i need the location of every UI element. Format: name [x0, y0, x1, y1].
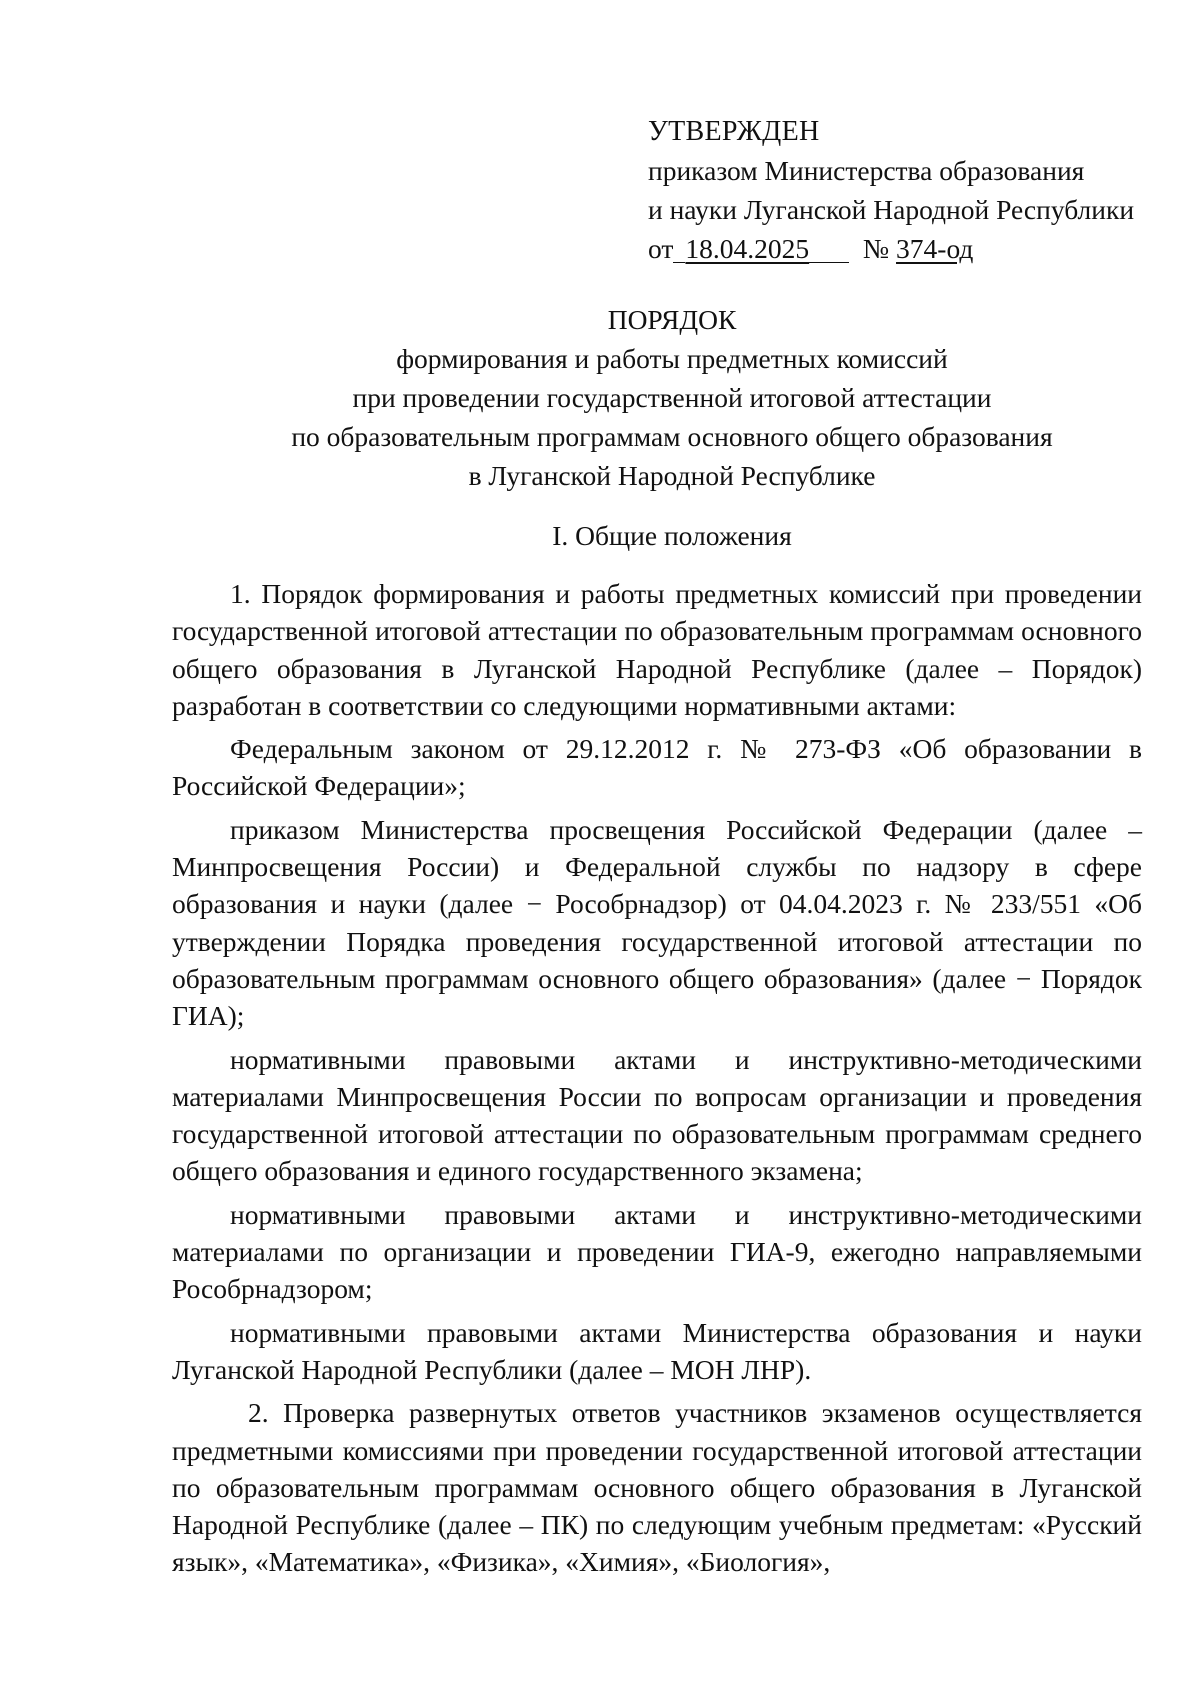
document-body [172, 575, 1142, 1587]
number-prefix: № [862, 233, 890, 264]
document-title [172, 300, 1172, 495]
approval-date: 18.04.2025 [673, 233, 849, 264]
title-line-1: формирования и работы предметных комиссий [396, 343, 948, 374]
title-line-2: при проведении государственной итоговой аттестации [352, 382, 992, 413]
approval-line-1: приказом Министерства образования [648, 155, 1085, 186]
paragraph-normative-3: нормативными правовыми актами Министерства образования и науки Луганской Народной Республики (далее – МОН ЛНР). [172, 1316, 1142, 1385]
paragraph-federal-law: Федеральным законом от 29.12.2012 г. № 273-ФЗ «Об образовании в Российской Федерации»; [172, 733, 1142, 802]
paragraph-normative-2: нормативными правовыми актами и инструктивно-методическими материалами по организации и проведении ГИА-9, ежегодно направляемыми Рособрнадзором; [172, 1198, 1142, 1305]
section-heading: I. Общие положения [552, 520, 792, 551]
date-prefix: от [648, 233, 674, 264]
approval-line-2: и науки Луганской Народной Республики [648, 194, 1135, 225]
paragraph-order: приказом Министерства просвещения Российской Федерации (далее – Минпросвещения России) и Федеральной службы по надзору в сфере образования и науки (далее − Рособрнадзор) от 04.04.2023 г. № 233/551 «Об утверждении Порядка проведения государственной итоговой аттестации по образовательным программам основного общего образования» (далее − Порядок ГИА); [172, 813, 1142, 1032]
paragraph-2: 2. Проверка развернутых ответов участников экзаменов осуществляется предметными комиссиями при проведении государственной итоговой аттестации по образовательным программам основного общего образования в Луганской Народной Республике (далее – ПК) по следующим учебным предметам: «Русский язык», «Математика», «Физика», «Химия», «Биология», [172, 1397, 1142, 1578]
title-word: ПОРЯДОК [607, 304, 737, 335]
approval-block [648, 112, 1168, 268]
paragraph-1: 1. Порядок формирования и работы предметных комиссий при проведении государственной итоговой аттестации по образовательным программам основного общего образования в Луганской Народной Республике (далее – Порядок) разработан в соответствии со следующими нормативными актами: [172, 578, 1142, 721]
title-line-3: по образовательным программам основного общего образования [291, 421, 1053, 452]
title-line-4: в Луганской Народной Республике [468, 460, 876, 491]
approval-date-line [648, 229, 1168, 268]
approval-title: УТВЕРЖДЕН [648, 116, 820, 147]
approval-number: 374-од [896, 233, 974, 264]
paragraph-normative-1: нормативными правовыми актами и инструктивно-методическими материалами Минпросвещения России по вопросам организации и проведения государственной итоговой аттестации по образовательным программам среднего общего образования и единого государственного экзамена; [172, 1043, 1142, 1187]
